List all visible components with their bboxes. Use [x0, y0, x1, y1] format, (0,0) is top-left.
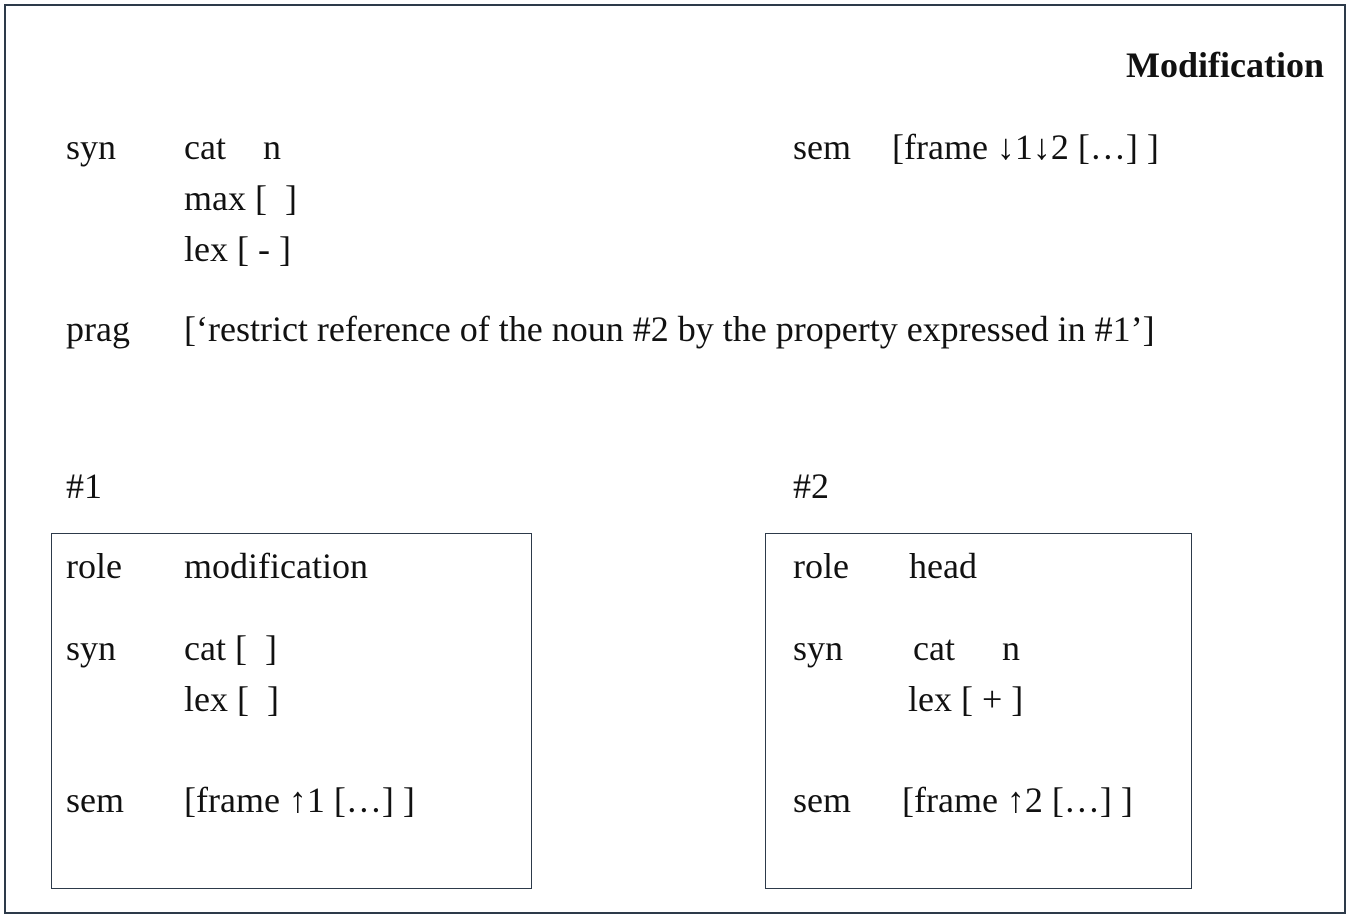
constituent-1-role-value: modification	[184, 546, 368, 586]
sem-value: [frame ↓1↓2 […] ]	[892, 127, 1159, 167]
syn-cat-label: cat	[184, 127, 226, 167]
constituent-1-cat-feature: cat [ ]	[184, 628, 277, 668]
prag-value: [‘restrict reference of the noun #2 by the property expressed in #1’]	[184, 309, 1155, 349]
syn-lex-feature: lex [ - ]	[184, 229, 291, 269]
constituent-2-syn-label: syn	[793, 628, 844, 668]
constituent-1-lex-feature: lex [ ]	[184, 679, 279, 719]
constituent-1-syn-label: syn	[66, 628, 117, 668]
constituent-2-cat-value: n	[1002, 628, 1020, 668]
constituent-2-role-label: role	[793, 546, 849, 586]
constituent-1-sem-value: [frame ↑1 […] ]	[184, 780, 415, 820]
syn-max-feature: max [ ]	[184, 178, 297, 218]
constituent-2-sem-value: [frame ↑2 […] ]	[902, 780, 1133, 820]
constituent-2-role-value: head	[909, 546, 977, 586]
constituent-1-heading: #1	[66, 466, 102, 506]
syn-label: syn	[66, 127, 117, 167]
constituent-2-lex-feature: lex [ + ]	[908, 679, 1024, 719]
constituent-2-cat-label: cat	[913, 628, 955, 668]
constituent-1-role-label: role	[66, 546, 122, 586]
constituent-1-sem-label: sem	[66, 780, 124, 820]
prag-label: prag	[66, 309, 130, 349]
construction-title: Modification	[1126, 45, 1324, 85]
constituent-2-sem-label: sem	[793, 780, 851, 820]
constituent-1-box	[51, 533, 532, 889]
syn-cat-value: n	[263, 127, 281, 167]
constituent-2-heading: #2	[793, 466, 829, 506]
sem-label: sem	[793, 127, 851, 167]
